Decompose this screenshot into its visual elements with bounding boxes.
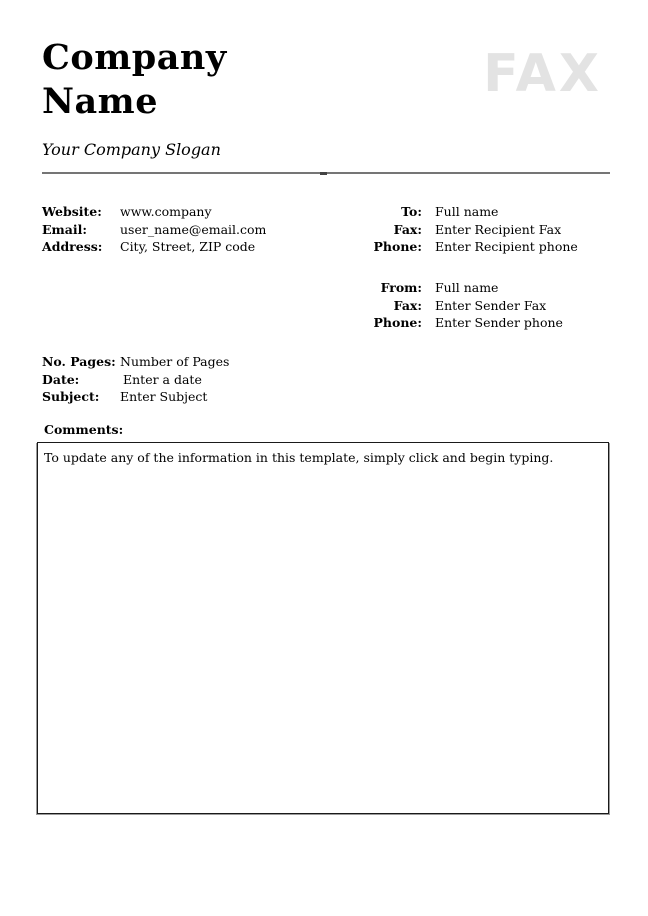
email-value[interactable]: user_name@email.com	[120, 221, 267, 237]
company-name-text[interactable]: Company Name	[42, 37, 227, 122]
from-value[interactable]: Full name	[435, 280, 499, 295]
date-value[interactable]: Enter a date	[123, 371, 202, 387]
website-value[interactable]: www.company	[120, 204, 212, 219]
address-value[interactable]: City, Street, ZIP code	[120, 239, 256, 254]
company-slogan-text[interactable]: Your Company Slogan	[42, 140, 221, 159]
fax-watermark: FAX	[483, 44, 602, 104]
subject-value[interactable]: Enter Subject	[120, 389, 208, 404]
header-divider-tick	[320, 172, 327, 175]
website-label: Website:	[42, 204, 102, 219]
sender-phone-label: Phone:	[373, 315, 422, 330]
to-label: To:	[401, 204, 422, 219]
comments-placeholder-text[interactable]: To update any of the information in this template, simply click and begin typing.	[44, 450, 554, 465]
pages-label: No. Pages:	[42, 354, 116, 369]
company-contact-block	[42, 203, 266, 256]
recipient-block	[348, 203, 578, 256]
date-label: Date:	[42, 371, 80, 387]
comments-box[interactable]	[37, 442, 609, 814]
to-value[interactable]: Full name	[435, 204, 499, 219]
recipient-fax-value[interactable]: Enter Recipient Fax	[435, 221, 562, 237]
from-label: From:	[380, 280, 422, 295]
comments-label: Comments:	[44, 422, 124, 437]
sender-fax-label: Fax:	[393, 297, 422, 313]
email-label: Email:	[42, 221, 87, 237]
subject-label: Subject:	[42, 389, 100, 404]
sender-phone-value[interactable]: Enter Sender phone	[435, 315, 563, 330]
recipient-phone-value[interactable]: Enter Recipient phone	[435, 239, 578, 254]
recipient-fax-label: Fax:	[393, 221, 422, 237]
address-label: Address:	[42, 239, 103, 254]
meta-block	[42, 353, 229, 406]
recipient-phone-label: Phone:	[373, 239, 422, 254]
sender-block	[348, 279, 563, 332]
sender-fax-value[interactable]: Enter Sender Fax	[435, 297, 547, 313]
pages-value[interactable]: Number of Pages	[120, 354, 230, 369]
